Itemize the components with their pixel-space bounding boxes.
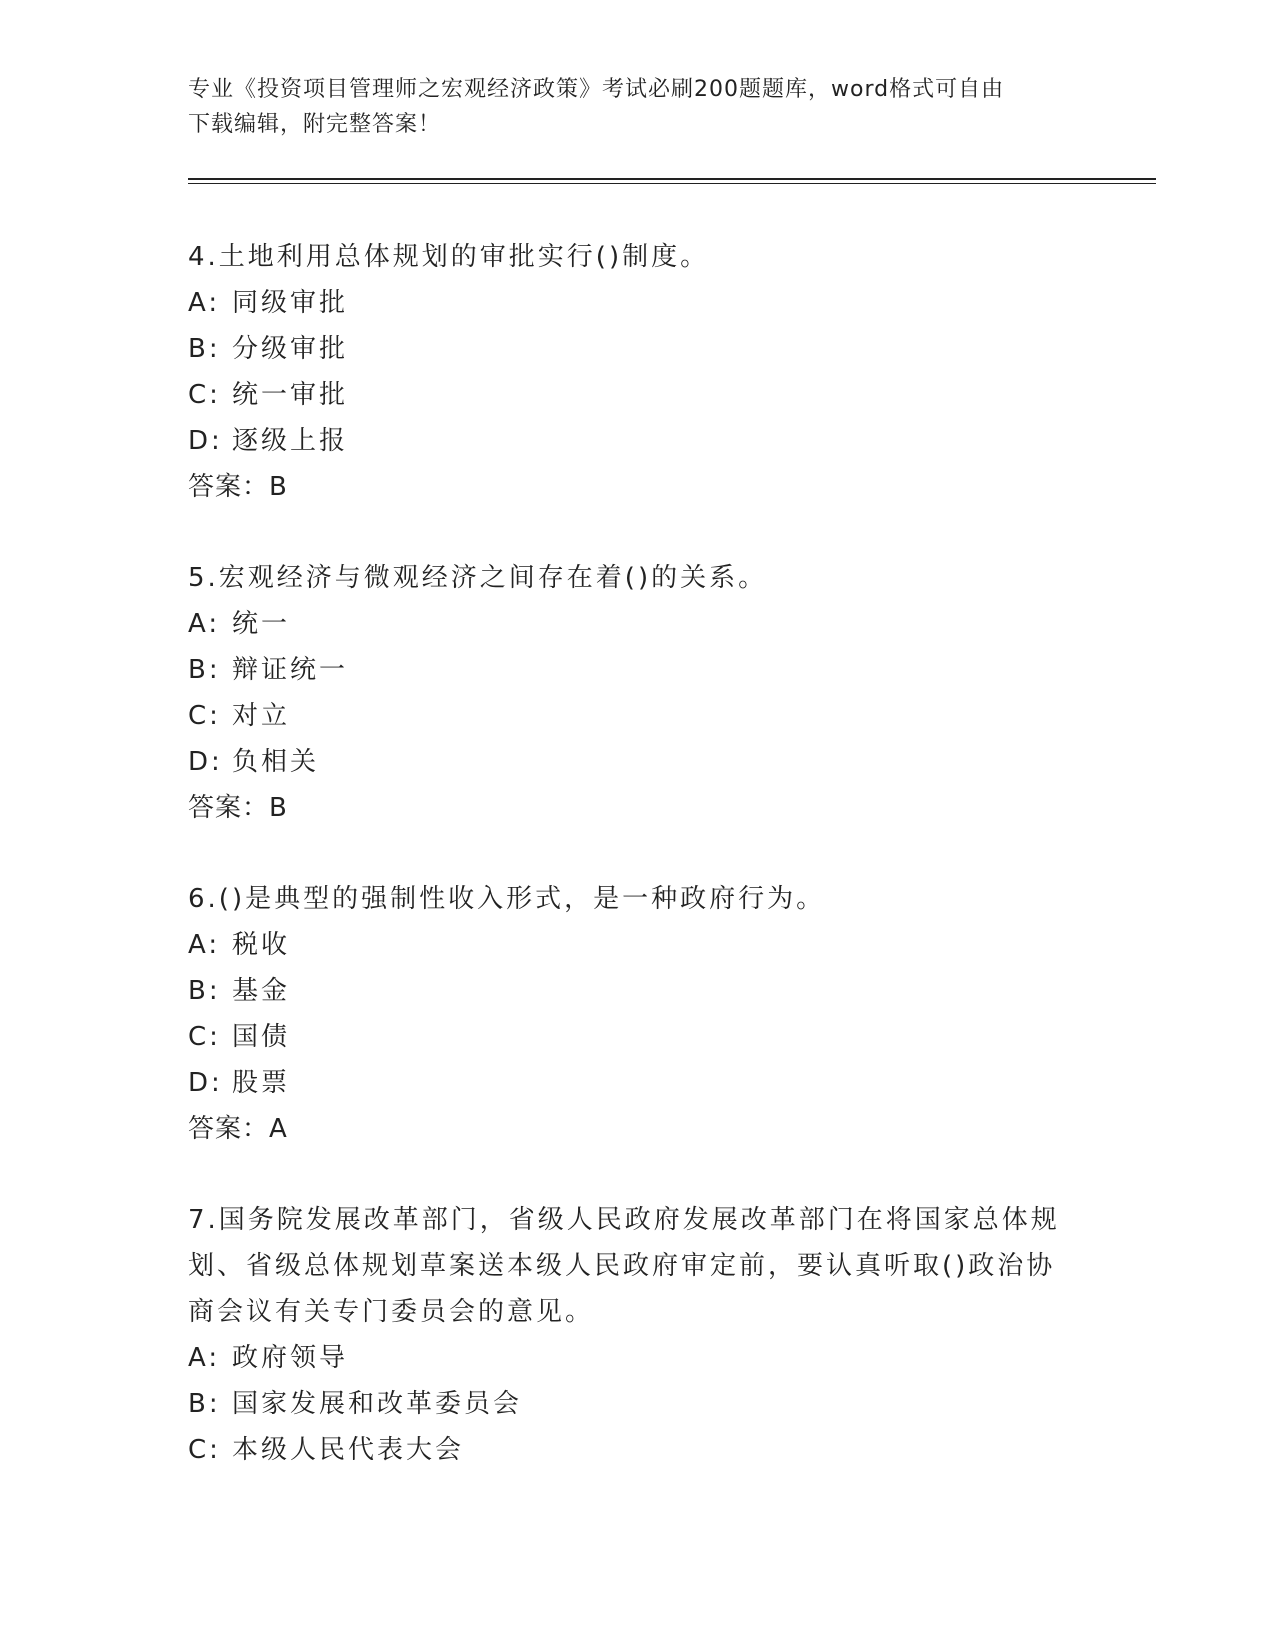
option-text: 税收: [232, 930, 291, 960]
option-key: D:: [188, 1068, 223, 1098]
option-key: B:: [188, 1389, 221, 1419]
option-text: 辩证统一: [232, 655, 349, 685]
option-text: 同级审批: [232, 288, 349, 318]
option-key: B:: [188, 655, 221, 685]
answer-line: 答案：B: [188, 472, 288, 502]
header-line-2: 下载编辑，附完整答案！: [188, 112, 442, 137]
option-key: A:: [188, 288, 221, 318]
question-7: [188, 1197, 1068, 1473]
question-stem: 7.国务院发展改革部门，省级人民政府发展改革部门在将国家总体规划、省级总体规划草案送本级人民政府审定前，要认真听取()政治协商会议有关专门委员会的意见。: [188, 1205, 1060, 1327]
option-text: 基金: [232, 976, 291, 1006]
option-text: 股票: [232, 1068, 291, 1098]
option-key: C:: [188, 701, 221, 731]
option-key: D:: [188, 426, 223, 456]
document-header: [188, 72, 1068, 142]
option-b: [188, 647, 1068, 693]
question-stem: 5.宏观经济与微观经济之间存在着()的关系。: [188, 563, 768, 593]
option-key: C:: [188, 1022, 221, 1052]
option-key: B:: [188, 334, 221, 364]
option-d: [188, 739, 1068, 785]
option-b: [188, 968, 1068, 1014]
option-key: D:: [188, 747, 223, 777]
option-c: [188, 693, 1068, 739]
option-text: 统一审批: [232, 380, 349, 410]
option-text: 分级审批: [232, 334, 349, 364]
option-text: 政府领导: [232, 1343, 349, 1373]
option-a: [188, 922, 1068, 968]
option-text: 逐级上报: [232, 426, 349, 456]
header-divider: [188, 178, 1156, 184]
option-c: [188, 372, 1068, 418]
option-text: 国债: [232, 1022, 291, 1052]
option-key: A:: [188, 930, 221, 960]
answer-line: 答案：B: [188, 793, 288, 823]
answer-line: 答案：A: [188, 1114, 288, 1144]
option-d: [188, 418, 1068, 464]
option-a: [188, 1335, 1068, 1381]
question-stem: 4.土地利用总体规划的审批实行()制度。: [188, 242, 710, 272]
option-text: 国家发展和改革委员会: [232, 1389, 523, 1419]
option-b: [188, 1381, 1068, 1427]
question-stem: 6.()是典型的强制性收入形式，是一种政府行为。: [188, 884, 826, 914]
option-text: 本级人民代表大会: [232, 1435, 465, 1465]
option-a: [188, 280, 1068, 326]
option-text: 统一: [232, 609, 291, 639]
option-key: A:: [188, 1343, 221, 1373]
option-a: [188, 601, 1068, 647]
question-6: [188, 876, 1068, 1152]
option-key: A:: [188, 609, 221, 639]
question-5: [188, 555, 1068, 831]
header-line-1: 专业《投资项目管理师之宏观经济政策》考试必刷200题题库，word格式可自由: [188, 77, 1005, 102]
option-key: C:: [188, 1435, 221, 1465]
option-d: [188, 1060, 1068, 1106]
option-b: [188, 326, 1068, 372]
option-c: [188, 1014, 1068, 1060]
question-4: [188, 234, 1068, 510]
option-key: C:: [188, 380, 221, 410]
option-text: 负相关: [232, 747, 320, 777]
option-key: B:: [188, 976, 221, 1006]
option-c: [188, 1427, 1068, 1473]
option-text: 对立: [232, 701, 291, 731]
